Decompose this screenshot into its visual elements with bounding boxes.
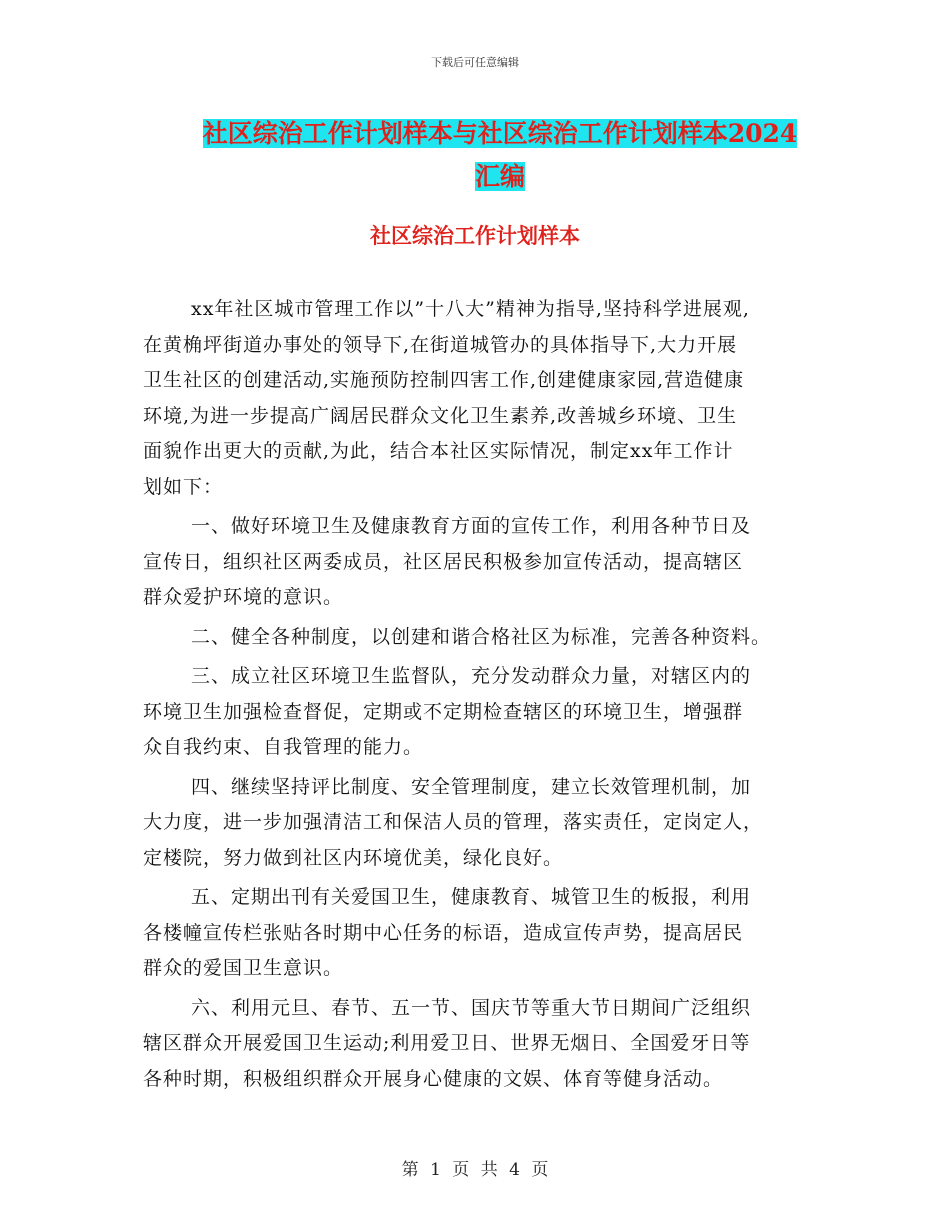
paragraph-line: 卫生社区的创建活动,实施预防控制四害工作,创建健康家园,营造健康	[143, 369, 745, 391]
paragraph	[143, 991, 823, 1098]
paragraph-line: 辖区群众开展爱国卫生运动;利用爱卫日、世界无烟日、全国爱牙日等	[143, 1032, 751, 1054]
paragraph	[143, 880, 823, 987]
paragraph-line: 五、定期出刊有关爱国卫生，健康教育、城管卫生的板报，利用	[191, 886, 752, 908]
paragraph-line: 六、利用元旦、春节、五一节、国庆节等重大节日期间广泛组织	[191, 996, 752, 1019]
paragraph-line: 二、健全各种制度，以创建和谐合格社区为标准，完善各种资料。	[191, 625, 772, 648]
paragraph-line: 宣传日，组织社区两委成员，社区居民积极参加宣传活动，提高辖区	[143, 550, 744, 573]
paragraph-line: 划如下：	[143, 475, 224, 498]
paragraph	[143, 620, 823, 656]
paragraph-line: 一、做好环境卫生及健康教育方面的宣传工作，利用各种节日及	[191, 515, 752, 537]
paragraph-line: 环境卫生加强检查督促，定期或不定期检查辖区的环境卫生，增强群	[143, 700, 744, 723]
paragraph	[143, 292, 823, 505]
paragraph	[143, 770, 823, 877]
paragraph	[143, 509, 823, 616]
page-footer: 第 1 页 共 4 页	[401, 1160, 549, 1180]
document-title-line-1: 社区综治工作计划样本与社区综治工作计划样本2024	[202, 119, 798, 148]
paragraph-line: 群众爱护环境的意识。	[143, 586, 344, 608]
paragraph-line: xx年社区城市管理工作以”十八大”精神为指导,坚持科学进展观,	[191, 298, 750, 320]
document-title	[150, 112, 850, 198]
section-title: 社区综治工作计划样本	[370, 223, 580, 248]
paragraph-line: 四、继续坚持评比制度、安全管理制度，建立长效管理机制，加	[191, 775, 752, 798]
paragraph-line: 各种时期，积极组织群众开展身心健康的文娱、体育等健身活动。	[143, 1067, 724, 1090]
paragraph-line: 众自我约束、自我管理的能力。	[143, 736, 424, 758]
paragraph-line: 定楼院，努力做到社区内环境优美，绿化良好。	[143, 846, 564, 869]
paragraph-line: 群众的爱国卫生意识。	[143, 957, 344, 979]
paragraph-line: 三、成立社区环境卫生监督队，充分发动群众力量，对辖区内的	[191, 665, 752, 687]
paragraph-line: 环境,为进一步提高广阔居民群众文化卫生素养,改善城乡环境、卫生	[143, 404, 738, 427]
page-header: 下载后可任意编辑	[431, 56, 519, 69]
paragraph	[143, 659, 823, 766]
paragraph-line: 大力度，进一步加强清洁工和保洁人员的管理，落实责任，定岗定人，	[143, 811, 764, 833]
paragraph-line: 在黄桷坪街道办事处的领导下,在街道城管办的具体指导下,大力开展	[143, 333, 738, 356]
paragraph-line: 各楼幢宣传栏张贴各时期中心任务的标语，造成宣传声势，提高居民	[143, 921, 744, 944]
document-body	[143, 292, 823, 1101]
paragraph-line: 面貌作出更大的贡献,为此，结合本社区实际情况，制定xx年工作计	[143, 440, 734, 462]
document-title-line-2: 汇编	[474, 162, 525, 191]
